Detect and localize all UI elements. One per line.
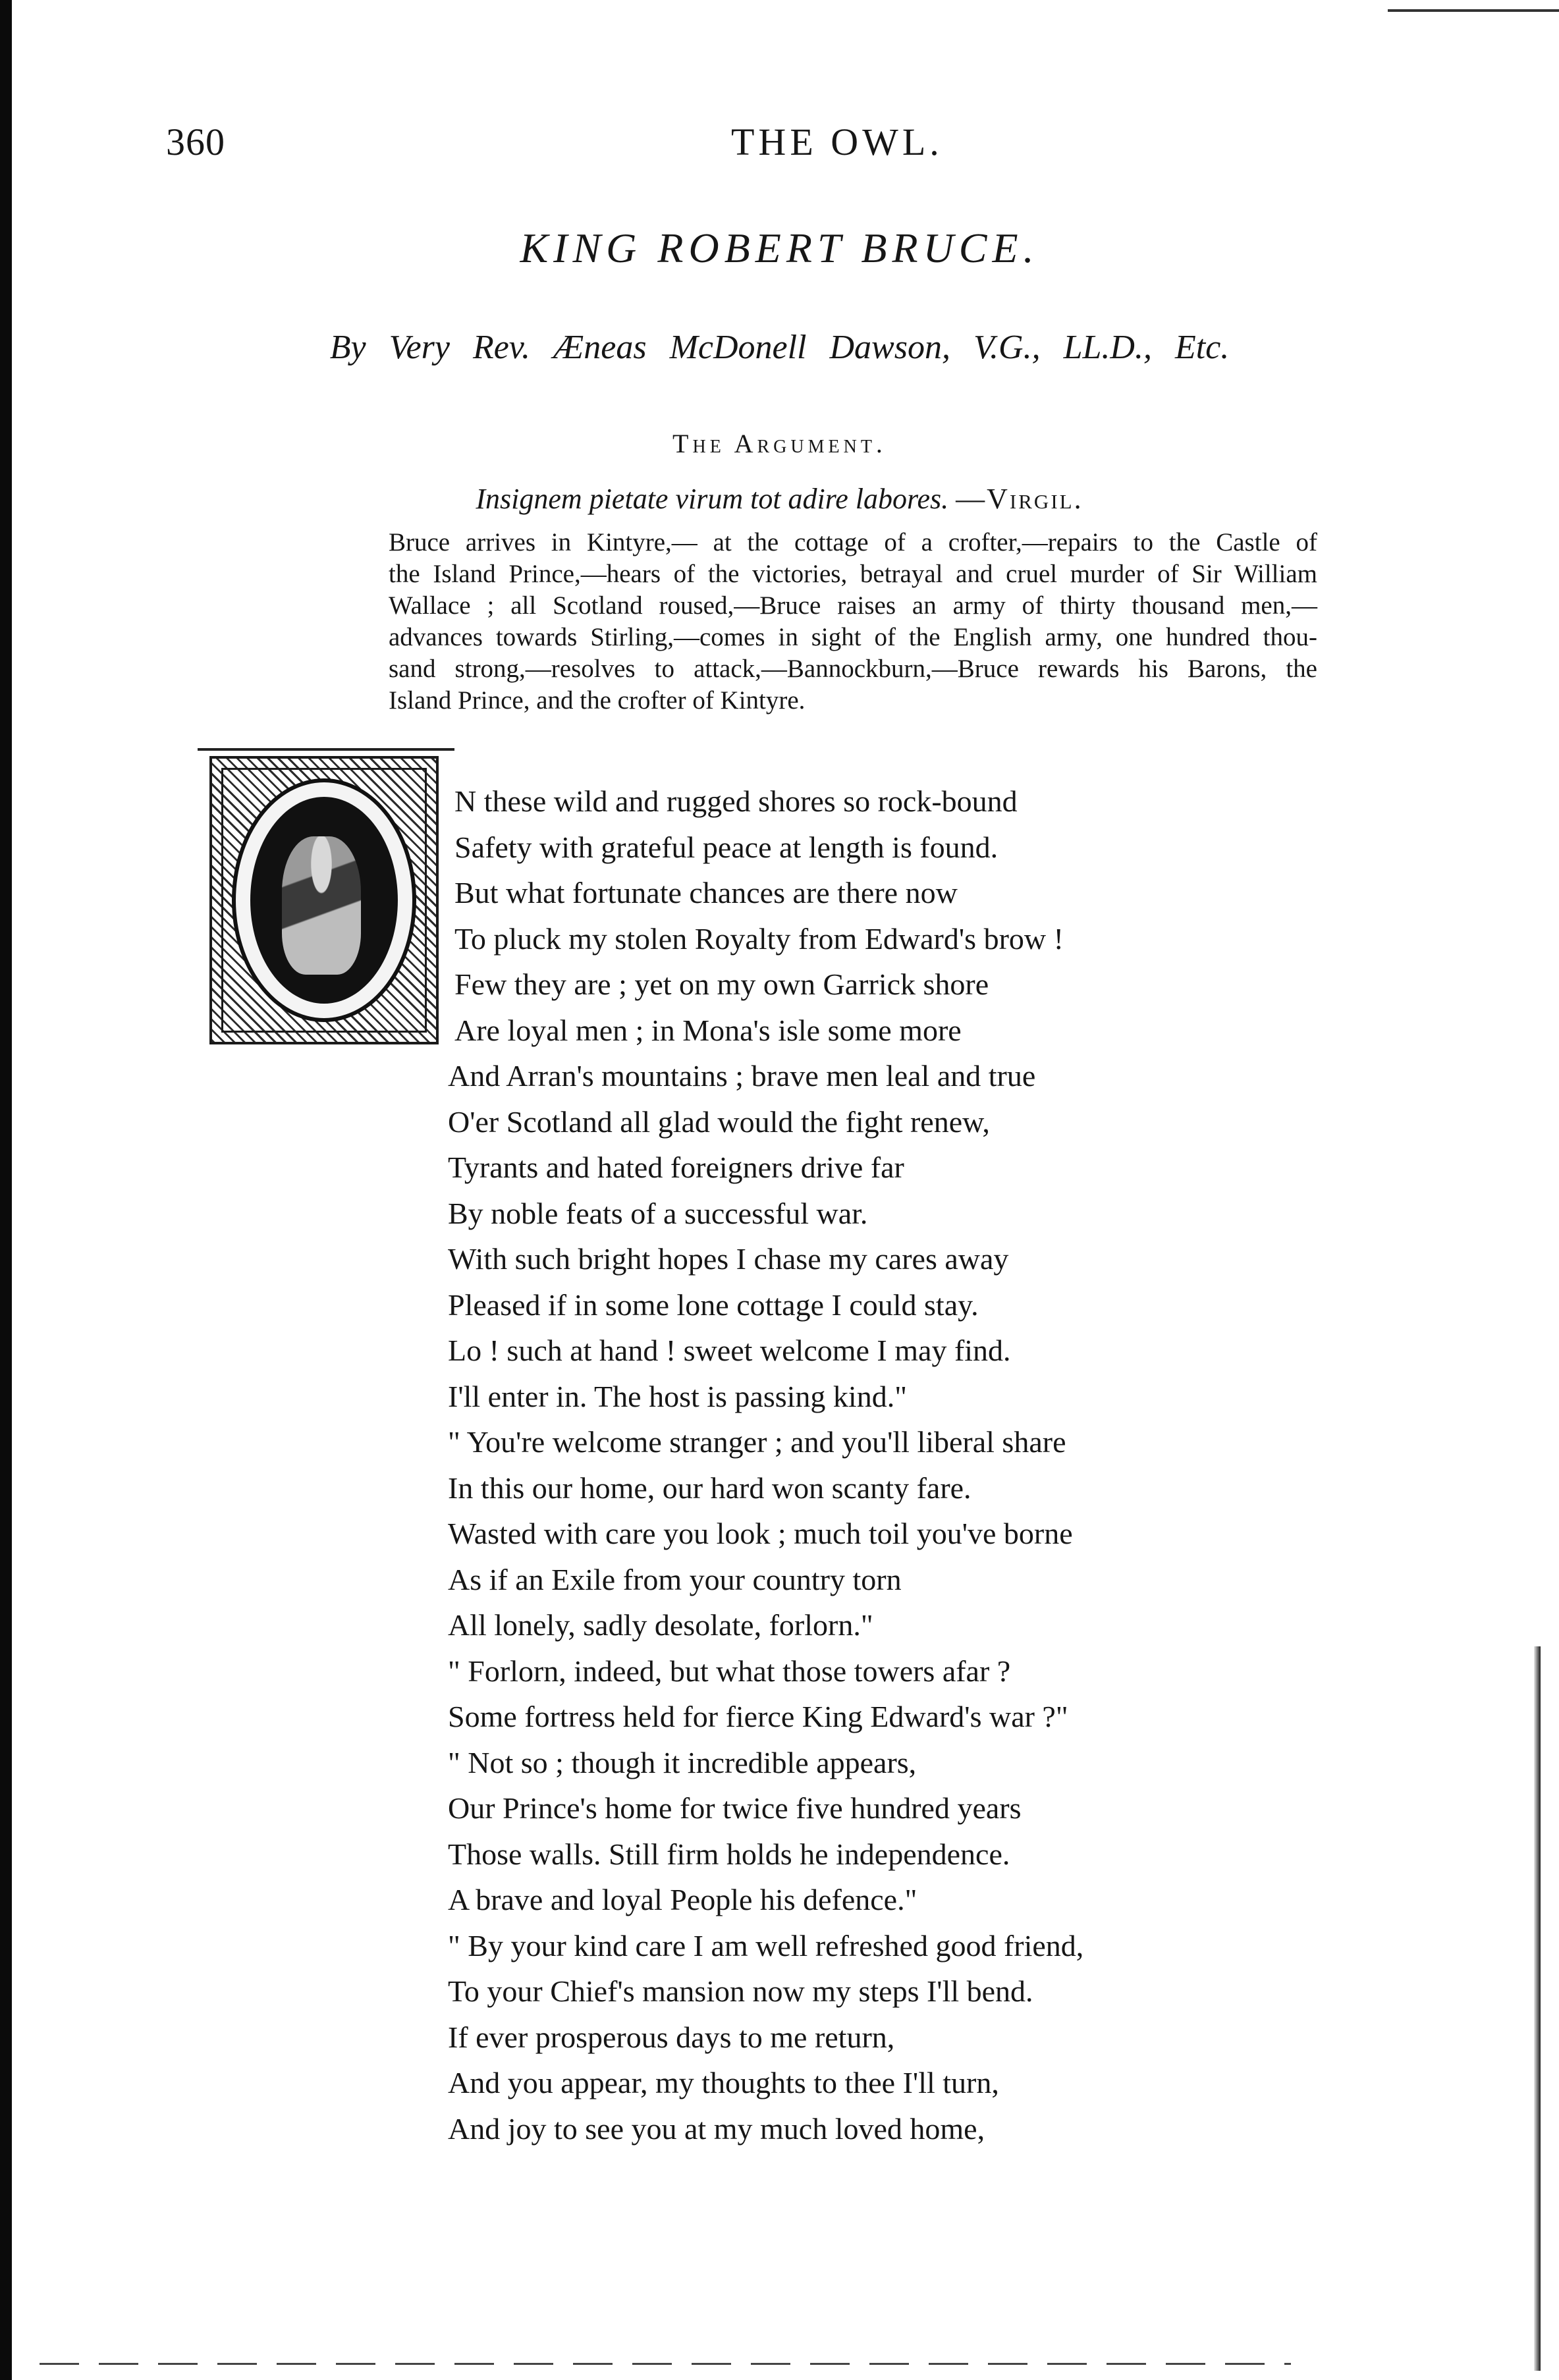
verse-line: And you appear, my thoughts to thee I'll turn, bbox=[448, 2066, 999, 2099]
author-byline: By Very Rev. Æneas McDonell Dawson, V.G., LL.D., Etc. bbox=[329, 329, 1230, 366]
running-head bbox=[0, 120, 1559, 173]
argument-heading: The Argument. bbox=[672, 429, 887, 458]
verse-line: A brave and loyal People his defence." bbox=[448, 1883, 917, 1916]
page-right-edge bbox=[1534, 1646, 1541, 2371]
verse-line: I'll enter in. The host is passing kind." bbox=[448, 1379, 907, 1413]
drop-cap-rule bbox=[198, 748, 454, 751]
argument-paragraph bbox=[389, 527, 1317, 717]
argument-line: the Island Prince,—hears of the victories, betrayal and cruel murder of Sir William bbox=[389, 560, 1317, 588]
verse-line: To pluck my stolen Royalty from Edward's brow ! bbox=[454, 921, 1064, 956]
verse-line: All lonely, sadly desolate, forlorn." bbox=[448, 1608, 873, 1642]
argument-line: Island Prince, and the crofter of Kintyre. bbox=[389, 686, 806, 715]
verse-line: Lo ! such at hand ! sweet welcome I may find. bbox=[448, 1334, 1011, 1367]
page-top-edge bbox=[1388, 9, 1559, 12]
verse-line: In this our home, our hard won scanty fare. bbox=[448, 1471, 971, 1505]
verse-line: Few they are ; yet on my own Garrick shore bbox=[454, 967, 989, 1001]
verse-line: Tyrants and hated foreigners drive far bbox=[448, 1150, 904, 1184]
page-bottom-edge bbox=[40, 2363, 1291, 2365]
verse-line: But what fortunate chances are there now bbox=[454, 876, 958, 909]
verse-line: Pleased if in some lone cottage I could stay. bbox=[448, 1287, 979, 1322]
verse-line: Our Prince's home for twice five hundred years bbox=[448, 1791, 1022, 1825]
verse-line: " Forlorn, indeed, but what those towers afar ? bbox=[448, 1654, 1011, 1688]
poem-title: KING ROBERT BRUCE. bbox=[520, 225, 1039, 271]
verse-line: By noble feats of a successful war. bbox=[448, 1196, 868, 1230]
verse-line: N these wild and rugged shores so rock-bound bbox=[454, 784, 1018, 818]
verse-line: " You're welcome stranger ; and you'll liberal share bbox=[448, 1425, 1066, 1459]
verse-line: And Arran's mountains ; brave men leal and true bbox=[448, 1059, 1036, 1093]
verse-line: Safety with grateful peace at length is found. bbox=[454, 830, 998, 864]
verse-line: Those walls. Still firm holds he independence. bbox=[448, 1837, 1010, 1871]
verse-line: And joy to see you at my much loved home, bbox=[448, 2111, 985, 2146]
poem-verses bbox=[448, 778, 1311, 2151]
verse-line: If ever prosperous days to me return, bbox=[448, 2020, 895, 2054]
drop-cap-letter bbox=[236, 782, 412, 1018]
argument-line: sand strong,—resolves to attack,—Bannockburn,—Bruce rewards his Barons, the bbox=[389, 655, 1317, 683]
verse-line: To your Chief's mansion now my steps I'll bend. bbox=[448, 1974, 1033, 2008]
verse-line: " Not so ; though it incredible appears, bbox=[448, 1745, 917, 1779]
page-number: 360 bbox=[166, 121, 225, 163]
argument-line: Bruce arrives in Kintyre,— at the cottage of a crofter,—repairs to the Castle of bbox=[389, 528, 1317, 556]
epigraph bbox=[0, 482, 1559, 516]
epigraph-author: —Virgil. bbox=[956, 483, 1083, 515]
epigraph-text: Insignem pietate virum tot adire labores. bbox=[476, 483, 949, 515]
verse-line: Are loyal men ; in Mona's isle some more bbox=[454, 1013, 962, 1047]
verse-line: With such bright hopes I chase my cares away bbox=[448, 1242, 1009, 1276]
verse-line: As if an Exile from your country torn bbox=[448, 1562, 902, 1596]
journal-title: THE OWL. bbox=[731, 121, 943, 163]
argument-line: advances towards Stirling,—comes in sight of the English army, one hundred thou- bbox=[389, 623, 1317, 651]
verse-line: Some fortress held for fierce King Edward's war ?" bbox=[448, 1700, 1068, 1733]
verse-line: O'er Scotland all glad would the fight renew, bbox=[448, 1104, 990, 1139]
verse-line: " By your kind care I am well refreshed good friend, bbox=[448, 1928, 1084, 1962]
verse-line: Wasted with care you look ; much toil you've borne bbox=[448, 1517, 1073, 1550]
argument-line: Wallace ; all Scotland roused,—Bruce raises an army of thirty thousand men,— bbox=[389, 591, 1317, 620]
